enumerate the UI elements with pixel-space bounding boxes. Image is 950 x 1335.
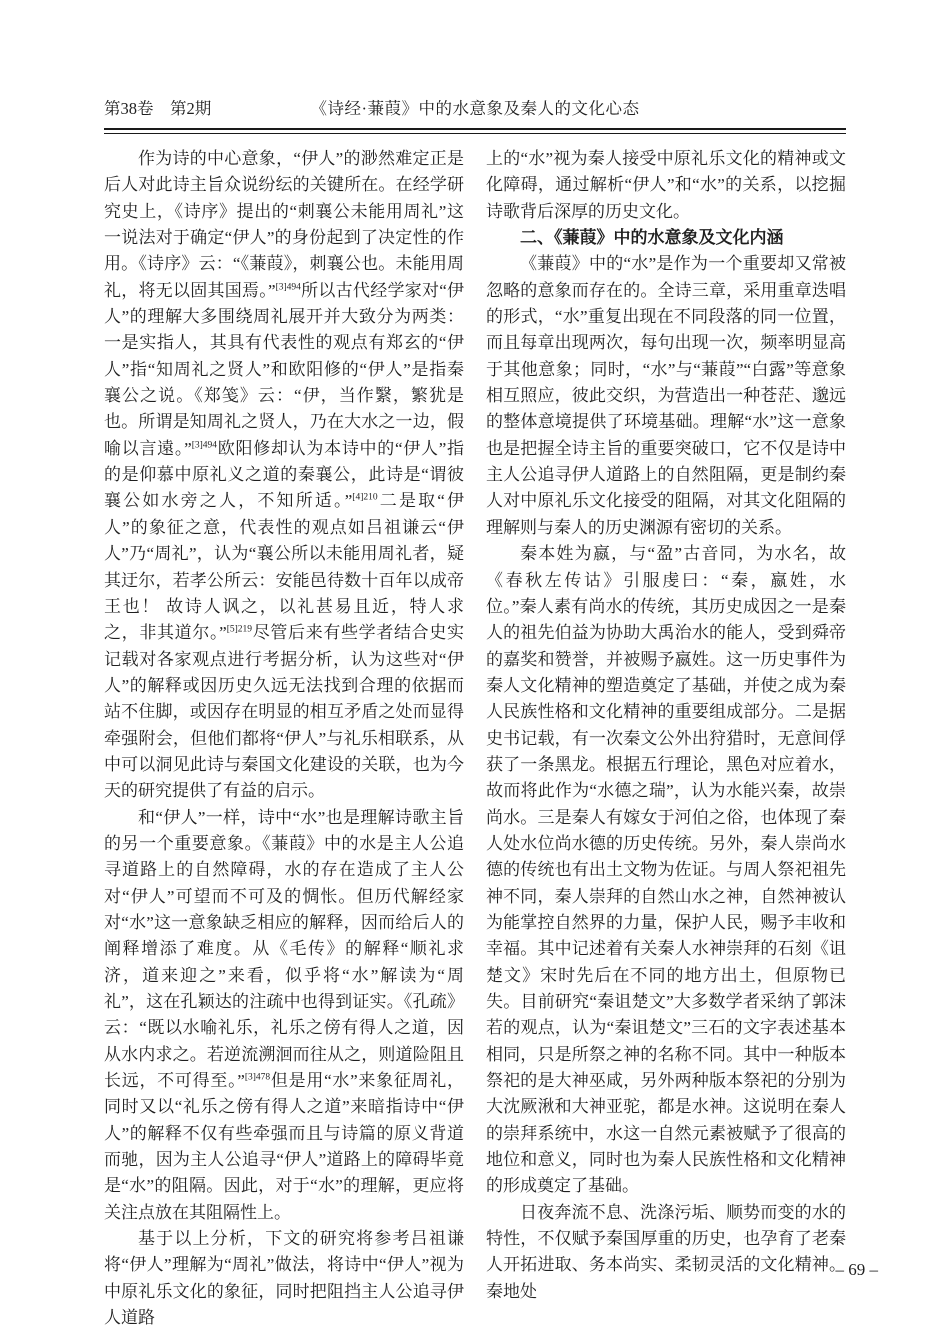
body-paragraph — [104, 1226, 464, 1331]
right-column — [486, 146, 846, 1331]
text-run: 《蒹葭》中的“水”是作为一个重要却又常被忽略的意象而存在的。全诗三章，采用重章迭唱的形式，“水”重复出现在不同段落的同一位置，而且每章出现两次，每句出现一次，频率明显高于其他意象；同时，“水”与“蒹葭”“白露”等意象相互照应，彼此交织，为营造出一种苍茫、邈远的整体意境提供了环境基础。理解“水”这一意象也是把握全诗主旨的重要突破口，它不仅是诗中主人公追寻伊人道路上的自然阻隔，更是制约秦人对中原礼乐文化接受的阻隔，对其文化阻隔的理解则与秦人的历史渊源有密切的关系。 — [486, 254, 846, 537]
running-title: 《诗经·蒹葭》中的水意象及秦人的文化心态 — [310, 99, 640, 118]
citation-marker: [3]478 — [244, 1072, 271, 1083]
page-number: – 69 – — [835, 1260, 878, 1279]
text-run: 上的“水”视为秦人接受中原礼乐文化的精神或文化障碍，通过解析“伊人”和“水”的关系，以挖掘诗歌背后深厚的历史文化。 — [486, 149, 846, 221]
text-run: 基于以上分析，下文的研究将参考吕祖谦将“伊人”理解为“周礼”做法，将诗中“伊人”视为中原礼乐文化的象征，同时把阻挡主人公追寻伊人道路 — [104, 1229, 464, 1328]
citation-marker: [3]494 — [191, 440, 218, 451]
citation-marker: [3]494 — [275, 282, 301, 293]
text-run: 日夜奔流不息、洗涤污垢、顺势而变的水的特性，不仅赋予秦国厚重的历史，也孕育了老秦人开拓进取、务本尚实、柔韧灵活的文化精神。秦地处 — [486, 1202, 846, 1301]
citation-marker: [5]219 — [226, 624, 253, 635]
text-run: 欧阳修却认为本诗中的“伊人”指的是仰慕中原礼义之道的秦襄公，此诗是“谓彼襄公如水旁之人，不知所适。” — [104, 438, 465, 511]
body-paragraph — [486, 541, 846, 1200]
text-run: 作为诗的中心意象，“伊人”的渺然难定正是后人对此诗主旨众说纷纭的关键所在。在经学研究史上，《诗序》提出的“刺襄公未能用周礼”这一说法对于确定“伊人”的身份起到了决定性的作用。《诗序》云：“《蒹葭》，刺襄公也。未能用周礼，将无以固其国焉。” — [104, 149, 464, 300]
section-heading — [486, 225, 846, 251]
text-run: 二是取“伊人”的象征之意，代表性的观点如吕祖谦云“伊人”乃“周礼”，认为“襄公所以未能用周礼者，疑其迂尔，若孝公所云：安能邑待数十百年以成帝王也！ 故诗人讽之，以礼甚易且近，特人求之，非其道尔。” — [104, 491, 465, 643]
body-paragraph — [486, 1200, 846, 1305]
volume-issue: 第38卷 第2期 — [104, 99, 212, 118]
body-paragraph — [486, 146, 846, 225]
left-column — [104, 146, 464, 1331]
text-run: 尽管后来有些学者结合史实记载对各家观点进行考据分析，认为这些对“伊人”的解释或因历史久远无法找到合理的依据而站不住脚，或因存在明显的相互矛盾之处而显得牵强附会，但他们都将“伊人”与礼乐相联系，从中可以洞见此诗与秦国文化建设的关联，也为今天的研究提供了有益的启示。 — [104, 623, 465, 801]
text-run: 秦本姓为嬴，与“盈”古音同，为水名，故《春秋左传诂》引服虔曰：“秦，嬴姓，水位。”秦人素有尚水的传统，其历史成因之一是秦人的祖先伯益为协助大禹治水的能人，受到舜帝的嘉奖和赞誉，并被赐予嬴姓。这一历史事件为秦人文化精神的塑造奠定了基础，并使之成为秦人民族性格和文化精神的重要组成部分。二是据史书记载，有一次秦文公外出狩猎时，无意间俘获了一条黑龙。根据五行理论，黑色对应着水，故而将此作为“水德之瑞”，认为水能兴秦，故崇尚水。三是秦人有嫁女于河伯之俗，也体现了秦人处水位尚水德的历史传统。另外，秦人崇尚水德的传统也有出土文物为佐证。与周人祭祀祖先神不同，秦人崇拜的自然山水之神，自然神被认为能掌控自然界的力量，保护人民，赐予丰收和幸福。其中记述着有关秦人水神崇拜的石刻《诅楚文》宋时先后在不同的地方出土，但原物已失。目前研究“秦诅楚文”大多数学者采纳了郭沫若的观点，认为“秦诅楚文”三石的文字表述基本相同，只是所祭之神的名称不同。其中一种版本祭祀的是大神巫咸，另外两种版本祭祀的分别为大沈厥湫和大神亚驼，都是水神。这说明在秦人的崇拜系统中，水这一自然元素被赋予了很高的地位和意义，同时也为秦人民族性格和文化精神的形成奠定了基础。 — [486, 544, 846, 1196]
text-run: 和“伊人”一样，诗中“水”也是理解诗歌主旨的另一个重要意象。《蒹葭》中的水是主人公追寻道路上的自然障碍，水的存在造成了主人公对“伊人”可望而不可及的惆怅。但历代解经家对“水”这一意象缺乏相应的解释，因而给后人的阐释增添了难度。从《毛传》的解释“顺礼求济，道来迎之”来看，似乎将“水”解读为“周礼”，这在孔颖达的注疏中也得到证实。《孔疏》云：“既以水喻礼乐，礼乐之傍有得人之道，因从水内求之。若逆流溯洄而往从之，则道险阻且长远，不可得至。” — [104, 807, 464, 1091]
text-run: 但是用“水”来象征周礼，同时又以“礼乐之傍有得人之道”来暗指诗中“伊人”的解释不仅有些牵强而且与诗篇的原义背道而驰，因为主人公追寻“伊人”道路上的障碍毕竟是“水”的阻隔。因此，对于“水”的理解，更应将关注点放在其阻隔性上。 — [104, 1071, 464, 1222]
header-double-rule — [104, 128, 846, 134]
body-paragraph — [104, 805, 464, 1227]
page-header — [104, 97, 846, 121]
body-paragraph — [486, 251, 846, 541]
body-paragraph — [104, 146, 464, 805]
text-run: 所以古代经学家对“伊人”的理解大多围绕周礼展开并大致分为两类：一是实指人，其具有代表性的观点有郑玄的“伊人”指“知周礼之贤人”和欧阳修的“伊人”是指秦襄公之说。《郑笺》云：“伊，当作繄，繁犹是也。所谓是知周礼之贤人，乃在大水之一边，假喻以言遠。” — [104, 280, 465, 458]
article-body — [104, 146, 846, 1331]
text-run: 二、《蒹葭》中的水意象及文化内涵 — [520, 228, 784, 248]
citation-marker: [4]210 — [352, 492, 378, 503]
